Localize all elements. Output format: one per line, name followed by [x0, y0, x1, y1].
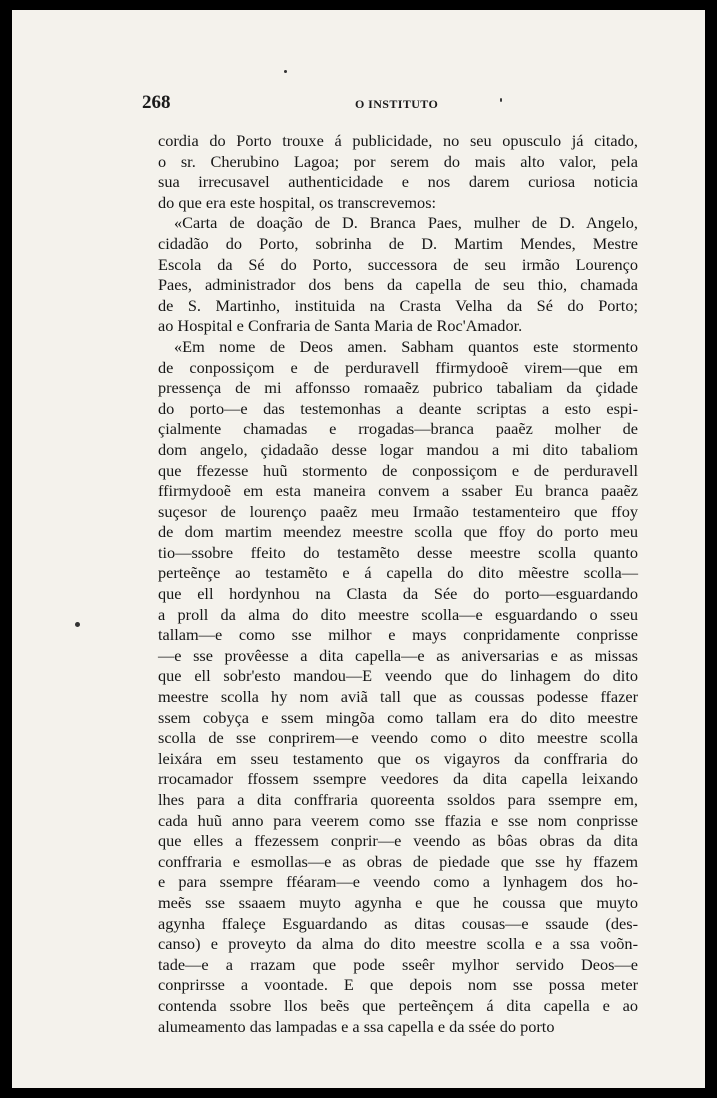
text-line: canso) e proveyto da alma do dito meestre scolla e a ssa voõn- [158, 934, 638, 954]
text-line: ssem cobyça e ssem mingõa como tallam era do dito meestre [158, 707, 638, 727]
text-line: que ell sobr'esto mandou—E veendo que do linhagem do dito [158, 666, 638, 686]
text-line: e para ssempre fféaram—e veendo como a lynhagem dos ho- [158, 872, 638, 892]
page-header [12, 92, 705, 122]
charter-text-paragraph [158, 337, 638, 1037]
text-line: tio—ssobre ffeito do testamẽto desse meestre scolla quanto [158, 542, 638, 562]
text-line: ao Hospital e Confraria de Santa Maria de Roc'Amador. [158, 316, 523, 336]
scanned-page [12, 10, 705, 1088]
text-line: suçesor de lourenço paaẽz meu Irmaão testamenteiro que ffoy [158, 501, 638, 521]
text-line: do que era este hospital, os transcrevemos: [158, 192, 437, 212]
text-line: lhes para a dita conffraria quoreenta ssoldos para ssempre em, [158, 790, 638, 809]
text-line: meestre scolla hy nom aviã tall que as coussas podesse ffazer [158, 687, 638, 707]
scan-speck [500, 98, 502, 102]
text-line: de S. Martinho, instituida na Crasta Velha da Sé do Porto; [158, 295, 638, 315]
text-line: que ell hordynhou na Clasta da Sée do porto—esguardando [158, 584, 638, 604]
text-line: Escola da Sé do Porto, successora de seu irmão Lourenço [158, 254, 638, 274]
document-title-paragraph [158, 213, 638, 337]
text-line: tallam—e como sse milhor e mays conpridamente conprisse [158, 625, 638, 645]
text-line: «Em nome de Deos amen. Sabham quantos este stormento [174, 336, 638, 356]
text-line: de dom martim meendez meestre scolla que ffoy do porto meu [158, 522, 638, 542]
text-line: a proll da alma do dito meestre scolla—e esguardando o sseu [158, 604, 638, 624]
running-title: O INSTITUTO [355, 97, 439, 111]
intro-paragraph [158, 131, 638, 213]
text-line: tade—e a rrazam que pode sseêr mylhor servido Deos—e [158, 954, 638, 974]
text-line: agynha ffaleçe Esguardando as ditas cousas—e ssaude (des- [158, 913, 638, 933]
text-line: conffraria e esmollas—e as obras de piedade que sse hy ffazem [158, 851, 638, 871]
text-line: o sr. Cherubino Lagoa; por serem do mais alto valor, pela [158, 151, 638, 171]
scan-speck [284, 70, 287, 73]
text-line: conprirsse a voontade. E que depois nom sse possa meter [158, 975, 638, 995]
text-line: que elles a ffezessem conprir—e veendo as bôas obras da dita [158, 831, 638, 851]
text-line: cordia do Porto trouxe á publicidade, no seu opusculo já citado, [158, 131, 638, 150]
text-line: leixára em sseu testamento que os vigayros da conffraria do [158, 748, 638, 768]
text-line: cidadão do Porto, sobrinha de D. Martim Mendes, Mestre [158, 233, 638, 253]
text-line: cada huũ anno para veerem como sse ffazia e sse nom conprisse [158, 810, 638, 830]
text-line: alumeamento das lampadas e a ssa capella e da ssée do porto [158, 1016, 555, 1036]
text-line: contenda ssobre llos beẽs que perteẽnçem á dita capella e ao [158, 995, 638, 1015]
text-line: çialmente chamadas e rrogadas—branca paaẽz molher de [158, 419, 638, 439]
text-line: Paes, administrador dos bens da capella de seu thio, chamada [158, 275, 638, 295]
scan-speck [75, 622, 80, 627]
text-line: de conpossiçom e de perduravell ffirmydooẽ virem—que em [158, 357, 638, 377]
text-line: ffirmydooẽ em esta maneira convem a ssaber Eu branca paaẽz [158, 481, 638, 501]
text-line: dom angelo, çidadaão desse logar mandou a mi dito tabaliom [158, 439, 638, 459]
text-line: pressença de mi affonsso romaaẽz pubrico tabaliam da çidade [158, 378, 638, 398]
text-line: que ffezesse huũ stormento de conpossiçom e de perduravell [158, 460, 638, 480]
text-line: sua irrecusavel authenticidade e nos darem curiosa noticia [158, 172, 638, 192]
text-line: rrocamador ffossem ssempre veedores da dita capella leixando [158, 769, 638, 789]
text-line: scolla de sse conprirem—e veendo como o dito meestre scolla [158, 728, 638, 748]
text-line: meẽs sse ssaaem muyto agynha e que he coussa que muyto [158, 892, 638, 912]
text-line: «Carta de doação de D. Branca Paes, mulher de D. Angelo, [174, 213, 638, 233]
text-line: perteẽnçe ao testamẽto e á capella do dito mẽestre scolla— [158, 563, 638, 583]
body-text [158, 131, 638, 1037]
text-line: —e sse provêesse a dita capella—e as aniversarias e as missas [158, 645, 638, 665]
text-line: do porto—e das testemonhas a deante scriptas a esto espi- [158, 398, 638, 418]
page-number: 268 [142, 92, 171, 113]
